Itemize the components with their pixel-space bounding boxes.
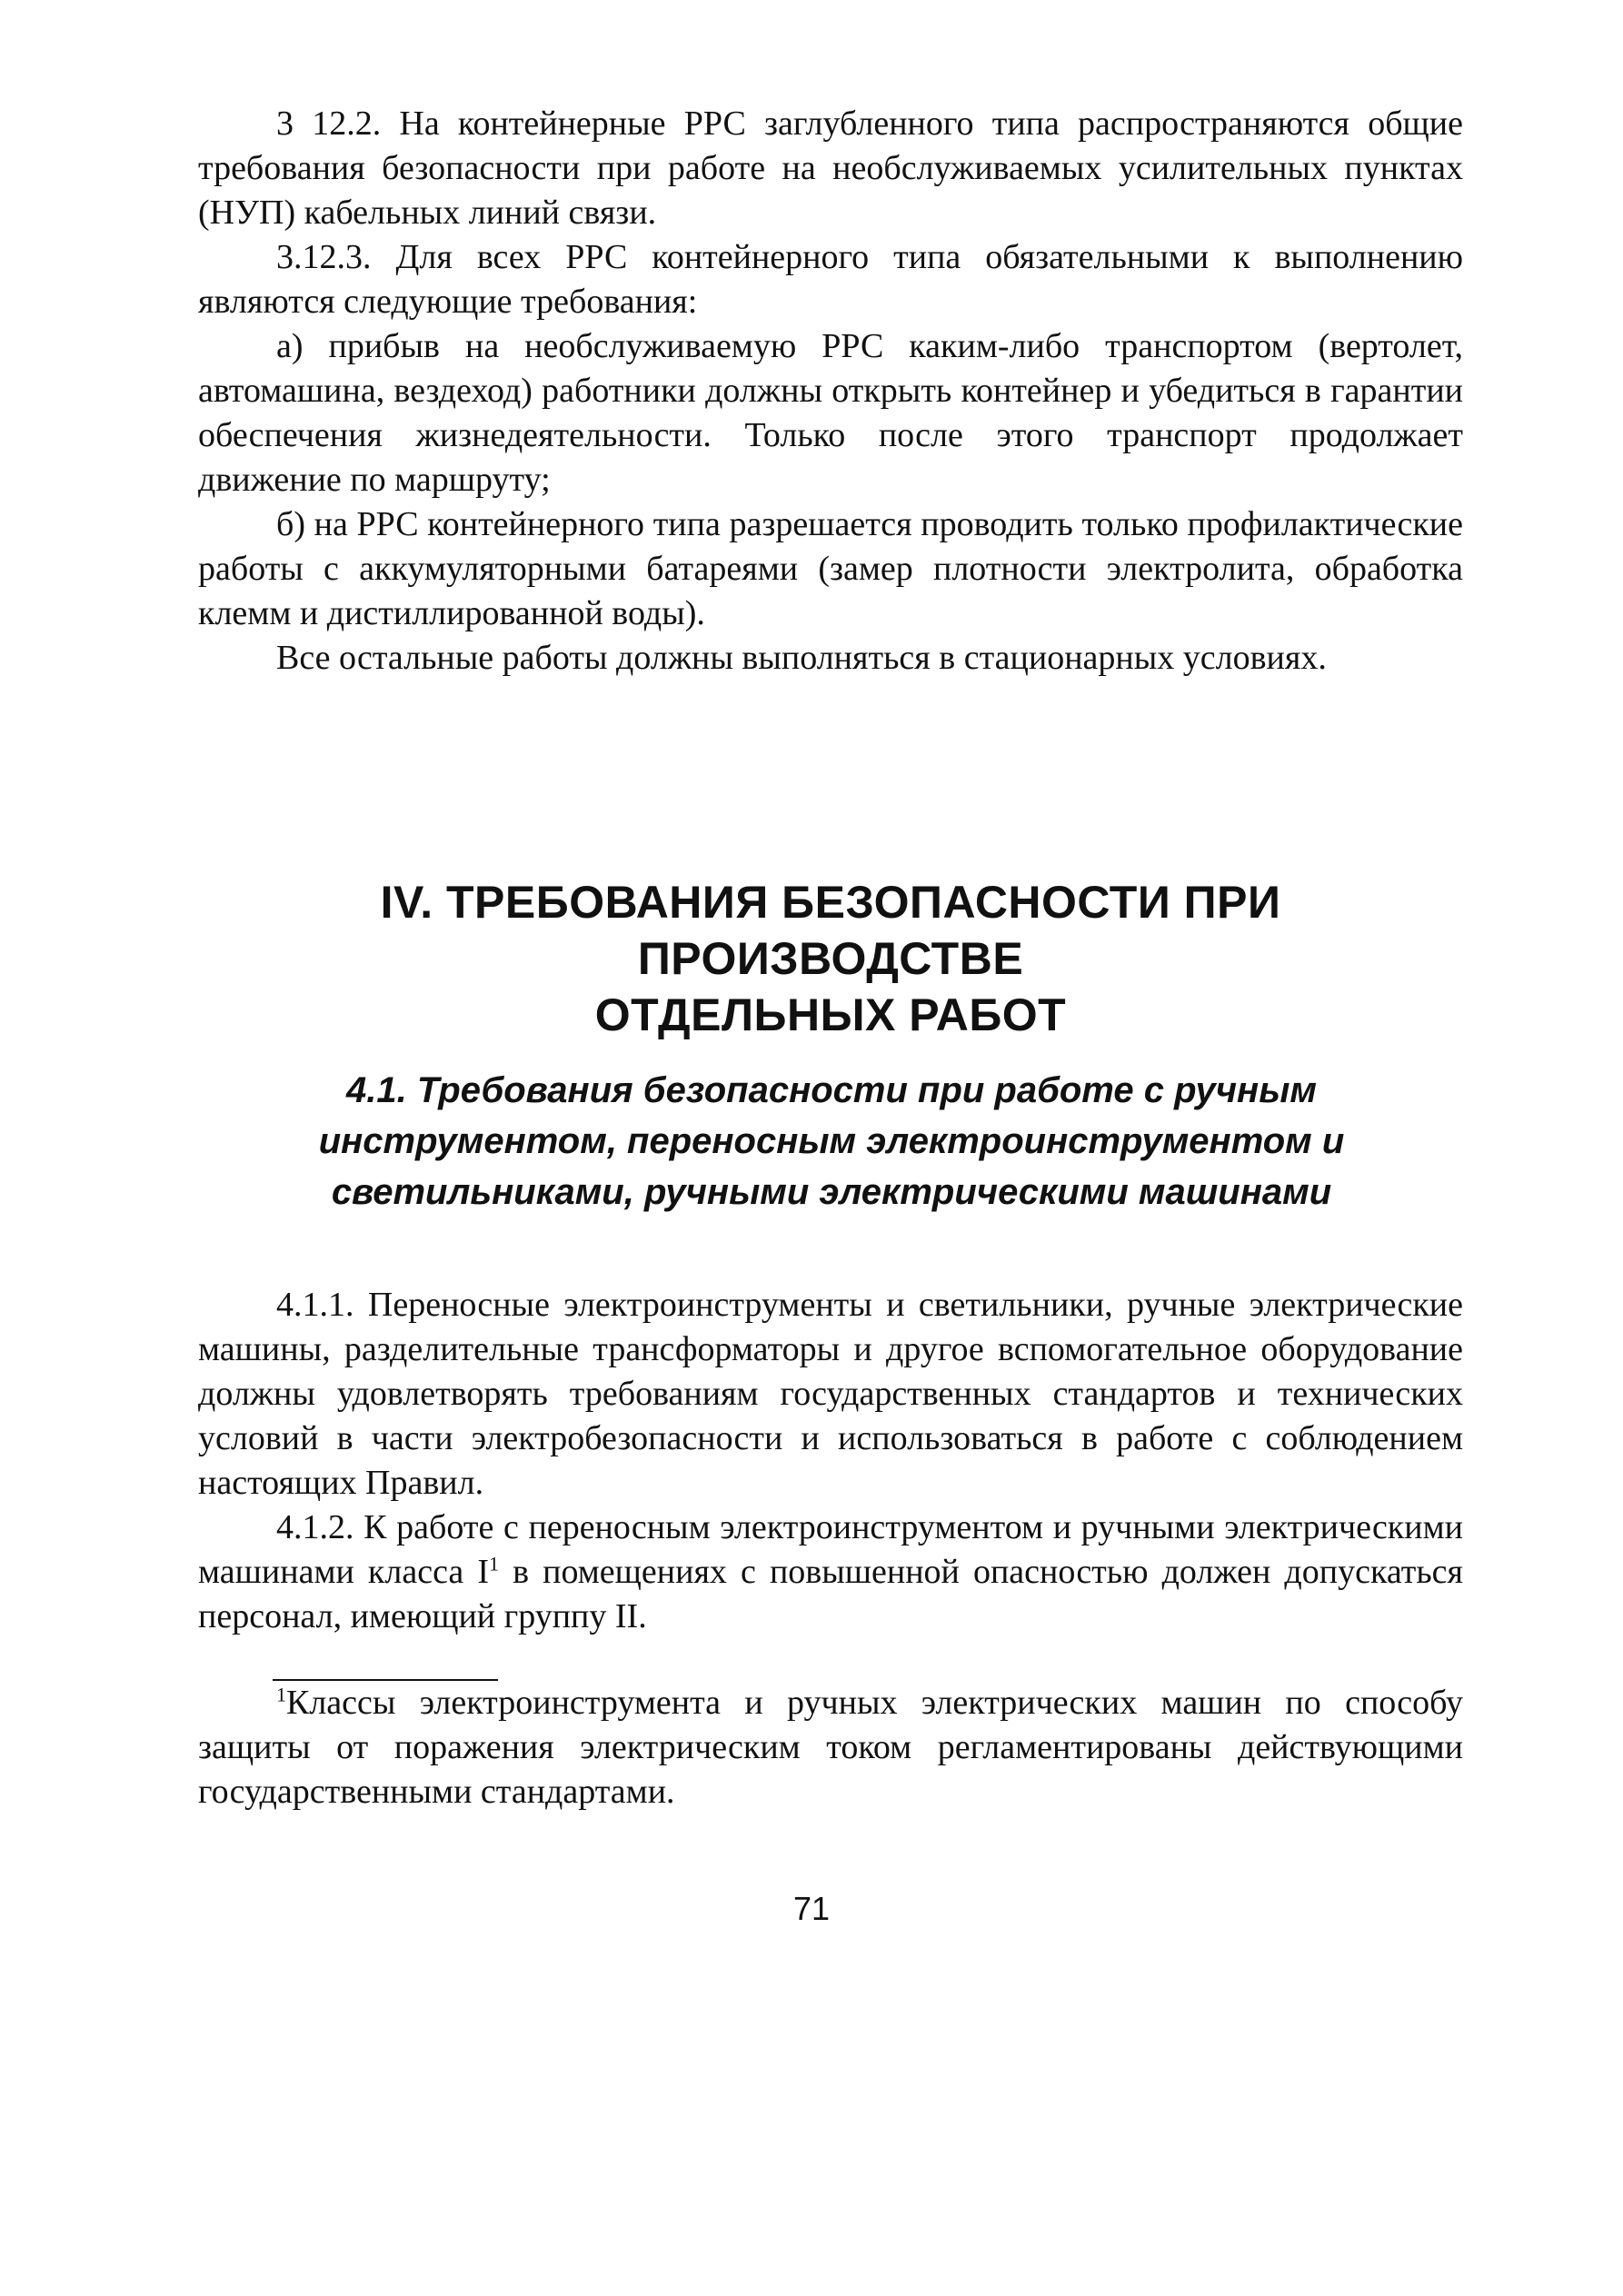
subsection-heading-line-2: инструментом, переносным электроинструментом и xyxy=(318,1121,1345,1161)
footnote-reference: 1 xyxy=(489,1552,500,1575)
chapter-heading xyxy=(198,874,1463,1043)
footnote-marker: 1 xyxy=(276,1683,286,1706)
paragraph-4-1-1: 4.1.1. Переносные электроинструменты и светильники, ручные электрические машины, разделительные трансформаторы и другое вспомогательное оборудование должны удовлетворять требованиям государственных стандартов и технических условий в части электробезопасности и использоваться в работе с соблюдением настоящих Правил. xyxy=(198,1286,1463,1502)
paragraph-other-works: Все остальные работы должны выполняться в стационарных условиях. xyxy=(276,639,1327,677)
subsection-heading xyxy=(273,1065,1390,1218)
section-4-text xyxy=(198,1283,1463,1639)
subsection-heading-line-1: 4.1. Требования безопасности при работе с ручным xyxy=(346,1070,1317,1110)
list-item-b: б) на РРС контейнерного типа разрешается проводить только профилактические работы с аккумуляторными батареями (замер плотности электролита, обработка клемм и дистиллированной воды). xyxy=(198,505,1463,632)
section-3-text xyxy=(198,102,1463,681)
paragraph-4-1-2-end: в помещениях с повышенной опасностью должен допускаться персонал, имеющий группу II. xyxy=(198,1553,1464,1635)
list-item-a: а) прибыв на необслуживаемую РРС каким-либо транспортом (вертолет, автомашина, вездеход) работники должны открыть контейнер и убедиться в гарантии обеспечения жизнедеятельности. Только после этого транспорт продолжает движение по маршруту; xyxy=(198,327,1463,499)
paragraph-3-12-2: 3 12.2. На контейнерные РРС заглубленного типа распространяются общие требования безопасности при работе на необслуживаемых усилительных пунктах (НУП) кабельных линий связи. xyxy=(198,104,1463,232)
subsection-heading-line-3: светильниками, ручными электрическими машинами xyxy=(331,1172,1332,1212)
chapter-heading-line-2: ОТДЕЛЬНЫХ РАБОТ xyxy=(594,989,1067,1040)
paragraph-4-1-2-start: 4.1.2. К работе с переносным электроинструментом и ручными электрическими машинами класса I xyxy=(198,1508,1463,1591)
chapter-heading-line-1: IV. ТРЕБОВАНИЯ БЕЗОПАСНОСТИ ПРИ ПРОИЗВОДСТВЕ xyxy=(380,877,1281,984)
page-number: 71 xyxy=(792,1890,831,1927)
paragraph-3-12-3: 3.12.3. Для всех РРС контейнерного типа обязательными к выполнению являются следующие требования: xyxy=(198,238,1463,321)
footnote-text: Классы электроинструмента и ручных электрических машин по способу защиты от поражения электрическим током регламентированы действующими государственными стандартами. xyxy=(198,1684,1463,1811)
footnote xyxy=(198,1681,1463,1814)
paragraph-4-1-2 xyxy=(198,1506,1463,1639)
